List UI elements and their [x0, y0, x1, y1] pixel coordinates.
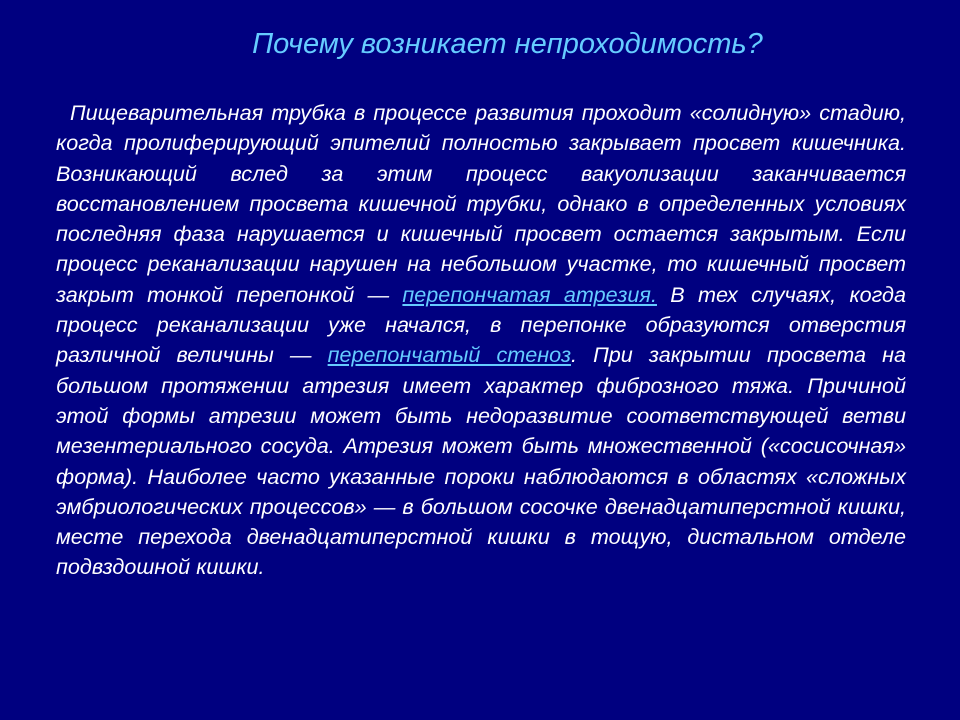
link-membranous-stenosis[interactable]: перепончатый стеноз: [327, 342, 571, 368]
body-text-part-1: Пищеварительная трубка в процессе развития проходит «солидную» стадию, когда пролиферирующий эпителий полностью закрывает просвет кишечника. Возникающий вслед за этим процесс вакуолизации заканчивается восстановлением просвета кишечной трубки, однако в определенных условиях последняя фаза нарушается и кишечный просвет остается закрытым. Если процесс реканализации нарушен на небольшом участке, то кишечный просвет закрыт тонкой перепонкой —: [56, 100, 906, 307]
body-text-part-3: . При закрытии просвета на большом протяжении атрезия имеет характер фиброзного тяжа. Причиной этой формы атрезии может быть недоразвитие соответствующей ветви мезентериального сосуда. Атрезия может быть множественной («сосисочная» форма). Наиболее часто указанные пороки наблюдаются в областях «сложных эмбриологических процессов» — в большом сосочке двенадцатиперстной кишки, месте перехода двенадцатиперстной кишки в тощую, дистальном отделе подвздошной кишки.: [56, 342, 906, 580]
body-text-part-2: В тех случаях, когда процесс реканализации уже начался, в перепонке образуются отверстия различной величины —: [56, 281, 906, 368]
link-membranous-atresia[interactable]: перепончатая атрезия.: [402, 281, 657, 307]
slide-body-text: [56, 98, 906, 583]
slide-title: Почему возникает непроходимость?: [252, 28, 763, 60]
